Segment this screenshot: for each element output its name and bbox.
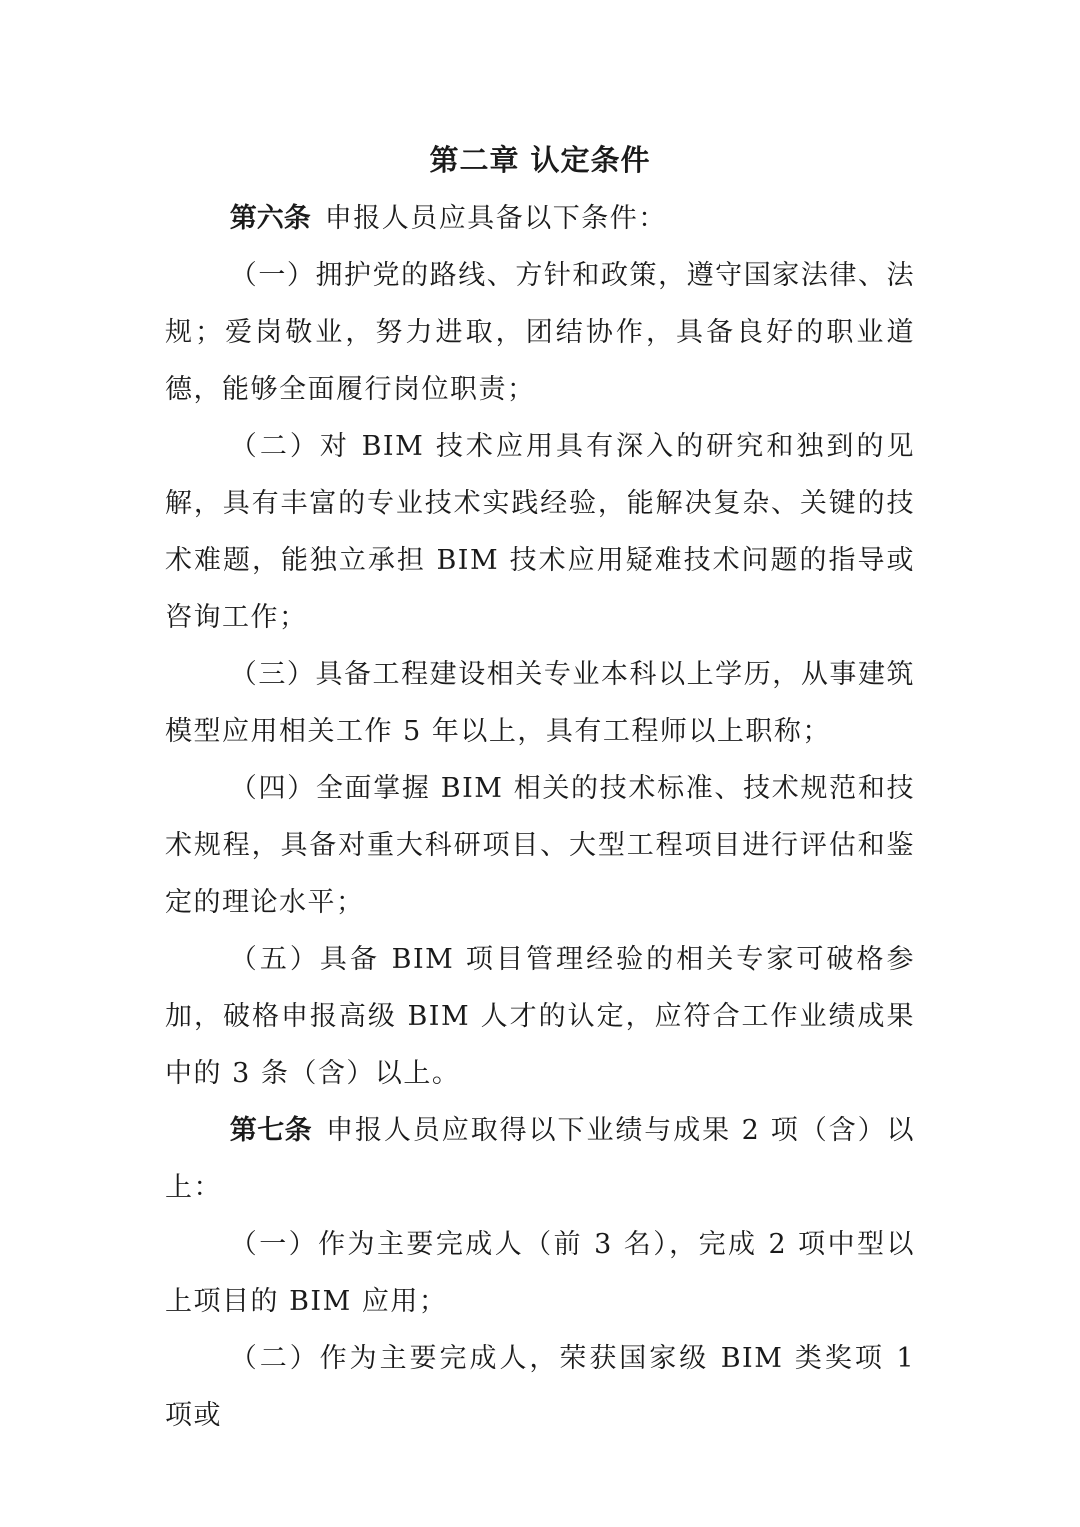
article-intro-text: 申报人员应取得以下业绩与成果 2 项（含）以上： (165, 1115, 916, 1203)
chapter-title: 第二章 认定条件 (429, 143, 651, 177)
article-six-intro (165, 190, 915, 247)
article-seven-intro (165, 1102, 915, 1216)
article-six-item: （二）对 BIM 技术应用具有深入的研究和独到的见解，具有丰富的专业技术实践经验，能解决复杂、关键的技术难题，能独立承担 BIM 技术应用疑难技术问题的指导或咨询工作； (165, 431, 915, 633)
document-body (165, 190, 915, 1444)
article-six-item: （一）拥护党的路线、方针和政策，遵守国家法律、法规；爱岗敬业，努力进取，团结协作，具备良好的职业道德，能够全面履行岗位职责； (165, 260, 915, 405)
article-number: 第七条 (229, 1115, 313, 1146)
article-intro-text: 申报人员应具备以下条件： (324, 203, 667, 234)
article-number: 第六条 (229, 203, 311, 234)
article-six-item: （四）全面掌握 BIM 相关的技术标准、技术规范和技术规程，具备对重大科研项目、大型工程项目进行评估和鉴定的理论水平； (165, 773, 915, 918)
article-six-item: （三）具备工程建设相关专业本科以上学历，从事建筑模型应用相关工作 5 年以上，具有工程师以上职称； (165, 659, 915, 747)
article-six-item: （五）具备 BIM 项目管理经验的相关专家可破格参加，破格申报高级 BIM 人才的认定，应符合工作业绩成果中的 3 条（含）以上。 (165, 944, 915, 1089)
article-seven-item: （二）作为主要完成人，荣获国家级 BIM 类奖项 1 项或 (165, 1343, 915, 1431)
article-seven-item: （一）作为主要完成人（前 3 名），完成 2 项中型以上项目的 BIM 应用； (165, 1229, 915, 1317)
